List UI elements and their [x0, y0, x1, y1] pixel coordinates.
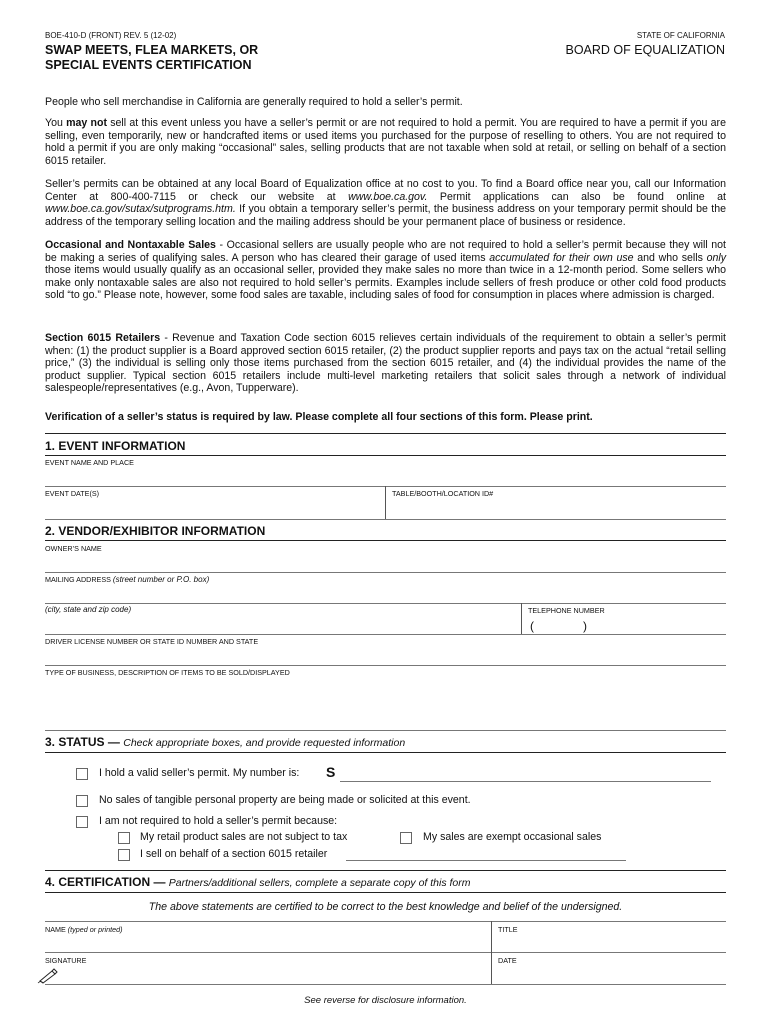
valid-permit-option-label: I hold a valid seller’s permit. My number is: — [99, 767, 300, 779]
form-title-line1: SWAP MEETS, FLEA MARKETS, OR — [45, 43, 259, 57]
retailer-name-line — [346, 860, 626, 861]
intro-paragraph-2: You may not sell at this event unless you have a seller’s permit or are not required to hold a permit. You are required to have a permit if you are selling, even temporarily, new or handcrafted items or used items you purchased for the purpose of reselling to others. You are not required to hold a permit if you are only making “occasional” sales, selling products that are not taxable when sold at retail, or selling on behalf of a section 6015 retailer. — [45, 117, 726, 167]
permit-prefix: S — [326, 764, 336, 780]
table-booth-label: TABLE/BOOTH/LOCATION ID# — [392, 489, 494, 498]
verification-statement: Verification of a seller’s status is required by law. Please complete all four sections of this form. Please print. — [45, 411, 593, 423]
valid-permit-checkbox[interactable] — [76, 768, 88, 780]
permit-number-line — [340, 781, 711, 782]
section-2-heading: 2. VENDOR/EXHIBITOR INFORMATION — [45, 524, 266, 538]
not-subject-to-tax-checkbox[interactable] — [118, 832, 130, 844]
form-code: BOE-410-D (FRONT) REV. 5 (12-02) — [45, 31, 177, 40]
table-booth-field[interactable] — [392, 499, 726, 517]
city-state-zip-label: (city, state and zip code) — [45, 605, 132, 614]
occasional-sales-paragraph: Occasional and Nontaxable Sales - Occasional sellers are usually people who are not required to hold a seller’s permit because they will not be making a series of qualifying sales. A person who has cleared their garage of used items accumulated for their own use and who sells only those items would usually qualify as an occasional seller, provided they make sales no more than twice in a 12-month period. Some sellers who make only nontaxable sales are also not required to hold seller’s permits. Examples include sellers of fresh produce or other cold food products sold “to go.” Please note, however, some food sales are taxable, including sales of food for consumption in places where admission is charged. — [45, 239, 727, 302]
title-field[interactable] — [498, 935, 726, 950]
event-dates-field[interactable] — [45, 499, 383, 517]
signature-field[interactable] — [60, 966, 488, 982]
section-6015-label: I sell on behalf of a section 6015 retailer — [140, 848, 328, 860]
no-sales-option-label: No sales of tangible personal property are being made or solicited at this event. — [99, 794, 471, 806]
event-dates-label: EVENT DATE(S) — [45, 489, 100, 498]
section-1-heading: 1. EVENT INFORMATION — [45, 439, 186, 453]
section-6015-checkbox[interactable] — [118, 849, 130, 861]
may-not-emphasis: may not — [66, 117, 108, 129]
business-type-field[interactable] — [45, 679, 726, 727]
telephone-area-close: ) — [583, 619, 587, 633]
driver-license-label: DRIVER LICENSE NUMBER OR STATE ID NUMBER AND STATE — [45, 637, 259, 646]
section-3-heading: 3. STATUS — Check appropriate boxes, and provide requested information — [45, 735, 406, 749]
date-field[interactable] — [498, 966, 726, 982]
not-required-checkbox[interactable] — [76, 816, 88, 828]
telephone-field[interactable] — [540, 618, 726, 633]
certification-statement: The above statements are certified to be correct to the best knowledge and belief of the undersigned. — [148, 901, 623, 913]
not-required-option-label: I am not required to hold a seller’s permit because: — [99, 815, 338, 827]
event-name-label: EVENT NAME AND PLACE — [45, 458, 134, 467]
section-6015-paragraph: Section 6015 Retailers - Revenue and Taxation Code section 6015 relieves certain individuals of the requirement to obtain a seller’s permit when: (1) the product supplier is a Board approved section 6015 retailer, (2) the product supplier reports and pays tax on the actual “retail selling price,” (3) the individual is selling only those items purchased from the section 6015 retailer, and (4) the individual provides the name of the product supplier. Typical section 6015 retailers include multi-level marketing retailers that solicit sales through a network of individual salespeople/representatives (e.g., Avon, Tupperware). — [45, 332, 726, 395]
form-title-line2: SPECIAL EVENTS CERTIFICATION — [45, 58, 252, 72]
intro-paragraph-1: People who sell merchandise in California are generally required to hold a seller’s permit. — [45, 96, 463, 108]
intro-paragraph-3: Seller’s permits can be obtained at any local Board of Equalization office at no cost to you. To find a Board office near you, call our Information Center at 800-400-7115 or check our website at www.boe.ca.gov. Permit applications can also be found online at www.boe.ca.gov/sutax/sutprograms.htm. If you obtain a temporary seller’s permit, the business address on your temporary permit should be the address of the temporary selling location and the mailing address should be your permanent place of business or residence. — [45, 178, 726, 228]
name-label: NAME (typed or printed) — [45, 925, 123, 934]
telephone-label: TELEPHONE NUMBER — [528, 606, 605, 615]
retailer-name-field[interactable] — [346, 846, 626, 859]
owner-name-field[interactable] — [45, 554, 726, 570]
footer-note: See reverse for disclosure information. — [304, 995, 467, 1006]
website-link[interactable]: www.boe.ca.gov. — [348, 190, 428, 203]
section-1-rule — [45, 433, 726, 434]
occasional-sales-label: My sales are exempt occasional sales — [423, 831, 602, 843]
occasional-sales-checkbox[interactable] — [400, 832, 412, 844]
not-subject-to-tax-label: My retail product sales are not subject to tax — [140, 831, 348, 843]
permit-applications-link[interactable]: www.boe.ca.gov/sutax/sutprograms.htm. — [45, 203, 236, 216]
signature-label: SIGNATURE — [45, 956, 87, 965]
section-4-heading: 4. CERTIFICATION — Partners/additional sellers, complete a separate copy of this form — [45, 875, 471, 889]
agency-label: BOARD OF EQUALIZATION — [565, 43, 725, 57]
signature-pen-icon — [37, 968, 61, 989]
title-label: TITLE — [498, 925, 518, 934]
event-name-field[interactable] — [45, 468, 726, 484]
mailing-address-field[interactable] — [45, 586, 726, 601]
telephone-area-open: ( — [530, 619, 534, 633]
no-sales-checkbox[interactable] — [76, 795, 88, 807]
state-label: STATE OF CALIFORNIA — [636, 31, 725, 40]
mailing-address-label: MAILING ADDRESS (street number or P.O. box) — [45, 575, 210, 584]
city-state-zip-field[interactable] — [45, 616, 518, 632]
permit-number-field[interactable] — [342, 766, 710, 780]
owner-name-label: OWNER’S NAME — [45, 544, 102, 553]
date-label: DATE — [498, 956, 517, 965]
name-field[interactable] — [45, 935, 488, 950]
driver-license-field[interactable] — [45, 648, 726, 663]
business-type-label: TYPE OF BUSINESS, DESCRIPTION OF ITEMS TO BE SOLD/DISPLAYED — [45, 668, 290, 677]
